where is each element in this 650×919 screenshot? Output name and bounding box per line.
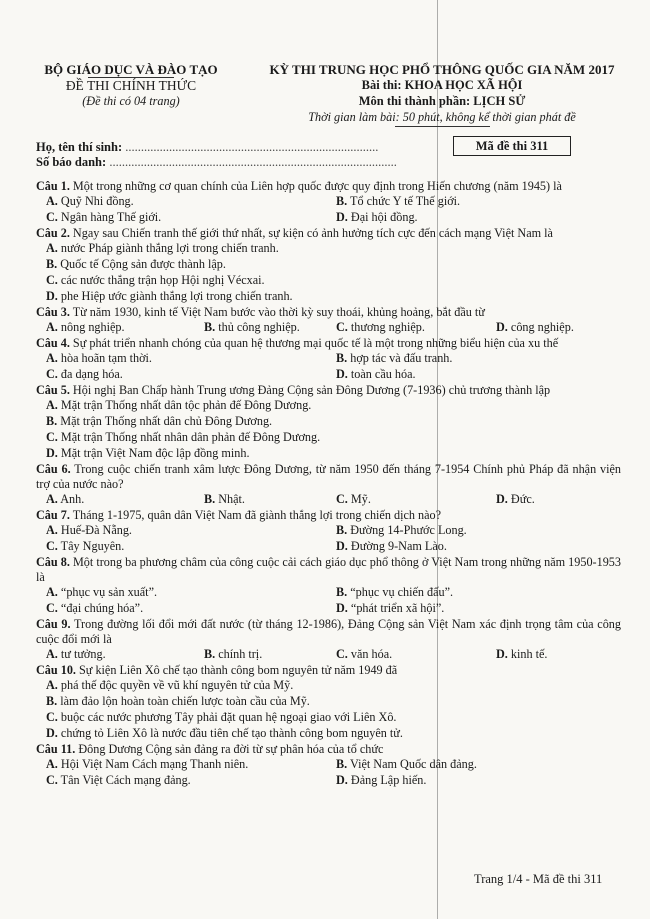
registration-number-label: Số báo danh: [36, 155, 107, 169]
question-text: Hội nghị Ban Chấp hành Trung ương Đảng Cộng sản Đông Dương (7-1936) chủ trương thành lập [72, 383, 551, 397]
answer-option-c: C. đa dạng hóa. [46, 367, 123, 381]
answer-option-d: D. phe Hiệp ước giành thắng lợi trong chiến tranh. [46, 289, 293, 303]
question-number: Câu 2. [36, 226, 70, 240]
question-text: Tháng 1-1975, quân dân Việt Nam đã giành thắng lợi trong chiến dịch nào? [72, 508, 442, 522]
question-text: Ngay sau Chiến tranh thế giới thứ nhất, sự kiện có ảnh hưởng tích cực đến cách mạng Việt Nam là [72, 226, 553, 240]
answer-option-b: B. “phục vụ chiến đấu”. [336, 585, 454, 599]
answer-option-b: B. Tổ chức Y tế Thế giới. [336, 194, 461, 208]
answer-option-d: D. toàn cầu hóa. [336, 367, 416, 381]
ministry-name: BỘ GIÁO DỤC VÀ ĐÀO TẠO [44, 62, 218, 77]
answer-row [36, 757, 621, 773]
answer-option-a: A. Quỹ Nhi đồng. [46, 194, 134, 208]
answer-option-c: C. “đại chúng hóa”. [46, 601, 144, 615]
answer-row [36, 210, 621, 226]
answer-option-a: A. hòa hoãn tạm thời. [46, 351, 152, 365]
registration-number-line [36, 155, 397, 170]
answer-option-a: A. nông nghiệp. [46, 320, 125, 334]
question-stem [36, 508, 621, 523]
answer-option-d: D. kinh tế. [496, 647, 548, 661]
answer-option-d: D. công nghiệp. [496, 320, 574, 334]
answer-option-d: D. Đảng Lập hiến. [336, 773, 427, 787]
answer-option-c: C. Tân Việt Cách mạng đảng. [46, 773, 191, 787]
question-stem [36, 555, 621, 585]
answer-option-c: C. Mỹ. [336, 492, 371, 506]
answer-row [36, 194, 621, 210]
exam-code-box: Mã đề thi 311 [453, 136, 571, 156]
candidate-name-blank: ................................................................................. [122, 140, 379, 154]
question-text: Đông Dương Cộng sản đảng ra đời từ sự phân hóa của tổ chức [78, 742, 384, 756]
question-text: Một trong ba phương châm của công cuộc cải cách giáo dục phổ thông ở Việt Nam trong những năm 1950-1953 là [36, 555, 621, 584]
answer-row [36, 601, 621, 617]
question-9 [36, 617, 621, 663]
answer-option-a: A. Anh. [46, 492, 85, 506]
question-10 [36, 663, 621, 742]
question-text: Từ năm 1930, kinh tế Việt Nam bước vào thời kỳ suy thoái, khủng hoảng, bắt đầu từ [72, 305, 485, 319]
question-stem [36, 305, 621, 320]
question-1 [36, 179, 621, 226]
question-4 [36, 336, 621, 383]
question-number: Câu 5. [36, 383, 70, 397]
answer-option-b: B. Quốc tế Cộng sản được thành lập. [46, 257, 226, 271]
answer-row [36, 585, 621, 601]
question-number: Câu 10. [36, 663, 76, 677]
question-number: Câu 4. [36, 336, 70, 350]
question-8 [36, 555, 621, 617]
answer-option-c: C. Mặt trận Thống nhất nhân dân phản đế Đông Dương. [46, 430, 321, 444]
answer-row [36, 647, 621, 663]
page-count-note: (Đề thi có 04 trang) [82, 94, 180, 108]
question-stem [36, 383, 621, 398]
candidate-name-label: Họ, tên thí sinh: [36, 140, 123, 154]
answer-row [36, 492, 621, 508]
answer-option-d: D. Đường 9-Nam Lào. [336, 539, 447, 553]
question-number: Câu 8. [36, 555, 70, 569]
question-text: Một trong những cơ quan chính của Liên hợp quốc được quy định trong Hiến chương (năm 1945) là [72, 179, 562, 193]
question-list [36, 179, 621, 789]
registration-number-blank: ............................................................................................ [106, 155, 397, 169]
answer-option-c: C. Ngân hàng Thế giới. [46, 210, 162, 224]
question-text: Sự phát triển nhanh chóng của quan hệ thương mại quốc tế là một trong những biểu hiện của xu thế [72, 336, 559, 350]
question-stem [36, 336, 621, 351]
answer-option-a: A. Hội Việt Nam Cách mạng Thanh niên. [46, 757, 249, 771]
question-stem [36, 617, 621, 647]
answer-option-b: B. Việt Nam Quốc dân đảng. [336, 757, 477, 771]
question-stem [36, 742, 621, 757]
page-footer: Trang 1/4 - Mã đề thi 311 [474, 872, 603, 886]
answer-option-b: B. thủ công nghiệp. [204, 320, 300, 334]
question-stem [36, 179, 621, 194]
answer-option-a: A. tư tưởng. [46, 647, 106, 661]
question-text: Trong đường lối đổi mới đất nước (từ tháng 12-1986), Đảng Cộng sản Việt Nam xác định trọng tâm của công cuộc đổi mới là [36, 617, 621, 646]
official-exam-label: ĐỀ THI CHÍNH THỨC [65, 78, 197, 93]
answer-row [36, 367, 621, 383]
question-number: Câu 3. [36, 305, 70, 319]
answer-option-d: D. Mặt trận Việt Nam độc lập đồng minh. [46, 446, 250, 460]
question-number: Câu 9. [36, 617, 71, 631]
answer-option-c: C. Tây Nguyên. [46, 539, 125, 553]
question-6 [36, 462, 621, 508]
question-2 [36, 226, 621, 305]
answer-option-b: B. chính trị. [204, 647, 263, 661]
answer-option-d: D. Đức. [496, 492, 535, 506]
answer-option-d: D. “phát triển xã hội”. [336, 601, 445, 615]
answer-row [36, 539, 621, 555]
question-stem [36, 226, 621, 241]
question-stem [36, 462, 621, 492]
answer-option-b: B. làm đảo lộn hoàn toàn chiến lược toàn cầu của Mỹ. [46, 694, 310, 708]
question-stem [36, 663, 621, 678]
exam-title: KỲ THI TRUNG HỌC PHỔ THÔNG QUỐC GIA NĂM 2017 [269, 62, 615, 77]
exam-duration: Thời gian làm bài: 50 phút, không kể thời gian phát đề [308, 110, 576, 124]
candidate-name-line [36, 140, 378, 155]
question-number: Câu 6. [36, 462, 71, 476]
question-text: Sự kiện Liên Xô chế tạo thành công bom nguyên tử năm 1949 đã [79, 663, 398, 677]
question-text: Trong cuộc chiến tranh xâm lược Đông Dương, từ năm 1950 đến tháng 7-1954 Chính phủ Pháp đã nhận viện trợ của nước nào? [36, 462, 621, 491]
answer-option-a: A. nước Pháp giành thắng lợi trong chiến tranh. [46, 241, 279, 255]
header-underline [395, 126, 490, 127]
answer-option-a: A. “phục vụ sản xuất”. [46, 585, 158, 599]
answer-option-b: B. Mặt trận Thống nhất dân chủ Đông Dương. [46, 414, 273, 428]
subject-name: Môn thi thành phần: LỊCH SỬ [358, 94, 526, 108]
answer-option-c: C. thương nghiệp. [336, 320, 425, 334]
question-5 [36, 383, 621, 462]
question-7 [36, 508, 621, 555]
answer-row [36, 320, 621, 336]
test-name: Bài thi: KHOA HỌC XÃ HỘI [361, 78, 523, 92]
question-number: Câu 11. [36, 742, 76, 756]
answer-option-b: B. Nhật. [204, 492, 245, 506]
answer-option-d: D. chứng tỏ Liên Xô là nước đầu tiên chế tạo thành công bom nguyên tử. [46, 726, 403, 740]
question-number: Câu 7. [36, 508, 70, 522]
question-11 [36, 742, 621, 789]
answer-option-c: C. văn hóa. [336, 647, 393, 661]
answer-option-a: A. Huế-Đà Nẵng. [46, 523, 132, 537]
answer-row [36, 351, 621, 367]
answer-option-a: A. Mặt trận Thống nhất dân tộc phản đế Đông Dương. [46, 398, 312, 412]
question-3 [36, 305, 621, 336]
answer-option-d: D. Đại hội đồng. [336, 210, 418, 224]
answer-row [36, 523, 621, 539]
question-number: Câu 1. [36, 179, 70, 193]
answer-option-b: B. Đường 14-Phước Long. [336, 523, 467, 537]
answer-row [36, 773, 621, 789]
answer-option-c: C. buộc các nước phương Tây phải đặt quan hệ ngoại giao với Liên Xô. [46, 710, 397, 724]
answer-option-a: A. phá thế độc quyền về vũ khí nguyên tử của Mỹ. [46, 678, 294, 692]
answer-option-b: B. hợp tác và đấu tranh. [336, 351, 453, 365]
answer-option-c: C. các nước thắng trận họp Hội nghị Vécxai. [46, 273, 265, 287]
